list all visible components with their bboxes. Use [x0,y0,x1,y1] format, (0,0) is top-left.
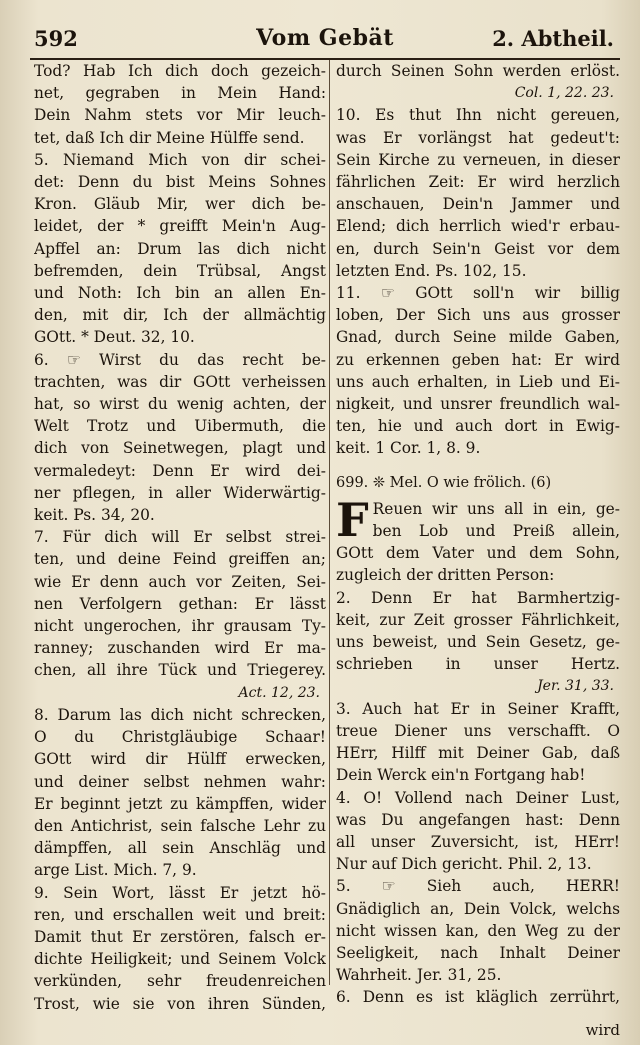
text-line: ten, und deine Feind greiffen an; [34,550,326,569]
text-line: zu erkennen geben hat: Er wird [336,350,620,369]
text-line: Gnad, durch Seine milde Gaben, [336,328,620,347]
text-line: uns beweist, und Sein Gesetz, ge- [336,633,620,652]
text-line: 6. Denn es ist kläglich zerrührt, [336,988,620,1007]
text-line: vermaledeyt: Denn Er wird dei- [34,461,326,480]
hymn-heading: 699. ❊ Mel. O wie frölich. (6) [336,474,552,491]
text-line: Dein Werck ein'n Fortgang hab! [336,766,586,785]
text-line: 10. Es thut Ihn nicht gereuen, [336,106,620,125]
text-line: Dein Nahm stets vor Mir leuch- [34,106,326,125]
catchword: wird [585,1021,620,1039]
text-line: 4. O! Vollend nach Deiner Lust, [336,788,620,807]
text-line: Damit thut Er zerstören, falsch er- [34,927,326,946]
text-line: loben, Der Sich uns aus grosser [336,306,620,325]
text-line: Nur auf Dich gericht. Phil. 2, 13. [336,855,592,874]
text-line: zugleich der dritten Person: [336,566,555,585]
text-line: durch Seinen Sohn werden erlöst. [336,62,620,80]
text-line: Welt Trotz und Uibermuth, die [34,417,326,436]
text-line: nicht wissen kan, den Weg zu der [336,921,620,940]
text-line: uns auch erhalten, in Lieb und Ei- [336,372,620,391]
text-line: O du Christgläubige Schaar! [34,728,326,747]
text-line: GOtt dem Vater und dem Sohn, [336,544,620,563]
text-line: 5. Niemand Mich von dir schei- [34,150,326,169]
text-line: ranney; zuschanden wird Er ma- [34,639,326,658]
drop-cap: F [336,492,369,547]
text-line: Kron. Gläub Mir, wer dich be- [34,195,326,214]
text-line: ten, hie und auch dort in Ewig- [336,417,620,436]
text-line: Sein Kirche zu verneuen, in dieser [336,150,620,169]
text-line: chen, all ihre Tück und Triegerey. [34,661,326,680]
text-line: Elend; dich herrlich wied'r erbau- [336,217,620,236]
text-line: Tod? Hab Ich dich doch gezeich- [34,62,326,80]
text-line: net, gegraben in Mein Hand: [34,84,326,103]
text-line: tet, daß Ich dir Meine Hülffe send. [34,128,305,147]
text-line: Seeligkeit, nach Inhalt Deiner [336,943,620,962]
text-line: 9. Sein Wort, lässt Er jetzt hö- [34,883,326,902]
text-line: GOtt. * Deut. 32, 10. [34,328,195,347]
text-line: leidet, der * greifft Mein'n Aug- [34,217,326,236]
column-divider [329,60,330,985]
text-line: ner pflegen, in aller Widerwärtig- [34,483,326,502]
text-line: all unser Zuversicht, ist, HErr! [336,832,620,851]
text-line: 7. Für dich will Er selbst strei- [34,528,326,547]
text-line: fährlichen Zeit: Er wird herzlich [336,173,620,192]
text-line: wie Er denn auch vor Zeiten, Sei- [34,572,326,591]
text-line: keit. Ps. 34, 20. [34,506,155,525]
scripture-reference: Act. 12, 23. [238,684,320,701]
text-line: nigkeit, und unsrer freundlich wal- [336,395,620,414]
page-number: 592 [34,26,78,51]
text-line: verkünden, sehr freudenreichen [34,972,326,991]
text-line: und Noth: Ich bin an allen En- [34,284,326,303]
text-line: 5. ☞ Sieh auch, HERR! [336,877,620,896]
text-line: und deiner selbst nehmen wahr: [34,772,326,791]
left-column [34,60,326,1020]
text-line: 8. Darum las dich nicht schrecken, [34,705,326,724]
text-line: hat, so wirst du wenig achten, der [34,395,326,414]
section-label: 2. Abtheil. [492,26,614,51]
text-line: dichte Heiligkeit; und Seinem Volck [34,950,326,969]
text-line: letzten End. Ps. 102, 15. [336,261,527,280]
text-line: 6. ☞ Wirst du das recht be- [34,350,326,369]
hymn-text [336,492,620,1009]
text-line: arge List. Mich. 7, 9. [34,861,197,880]
text-line: GOtt wird dir Hülff erwecken, [34,750,326,769]
text-line: 3. Auch hat Er in Seiner Krafft, [336,699,620,718]
text-line: HErr, Hilff mit Deiner Gab, daß [336,744,620,763]
text-line: was Du angefangen hast: Denn [336,810,620,829]
text-line: treue Diener uns verschafft. O [336,721,620,740]
text-line: nen Verfolgern gethan: Er lässt [34,594,326,613]
scripture-reference: Col. 1, 22. 23. [514,85,614,102]
text-line: Apffel an: Drum las dich nicht [34,239,326,258]
right-column-top-text [336,60,620,460]
text-line: keit, zur Zeit grosser Fährlichkeit, [336,610,620,629]
text-line: Wahrheit. Jer. 31, 25. [336,966,502,985]
text-line: schrieben in unser Hertz. [336,655,620,674]
text-line: ren, und erschallen weit und breit: [34,905,326,924]
text-line: en, durch Sein'n Geist vor dem [336,239,620,258]
page-header [30,24,620,60]
text-line: det: Denn du bist Meins Sohnes [34,173,326,192]
text-line: anschauen, Dein'n Jammer und [336,195,620,214]
text-line: trachten, was dir GOtt verheissen [34,372,326,391]
text-line: den Antichrist, sein falsche Lehr zu [34,816,326,835]
text-line: dich von Seinetwegen, plagt und [34,439,326,458]
text-line: Reuen wir uns all in ein, ge- [372,499,620,518]
text-line: Trost, wie sie von ihren Sünden, [34,994,326,1013]
text-line: was Er vorlängst hat gedeut't: [336,128,620,147]
text-line: nicht ungerochen, ihr grausam Ty- [34,617,326,636]
text-line: ben Lob und Preiß allein, [372,522,620,541]
scripture-reference: Jer. 31, 33. [537,678,614,695]
text-line: Gnädiglich an, Dein Volck, welchs [336,899,620,918]
right-column [336,60,620,1020]
text-line: den, mit dir, Ich der allmächtig [34,306,326,325]
text-line: befremden, dein Trübsal, Angst [34,261,326,280]
running-title: Vom Gebät [256,25,394,51]
text-line: 2. Denn Er hat Barmhertzig- [336,588,620,607]
text-line: 11. ☞ GOtt soll'n wir billig [336,284,620,303]
text-line: dämpffen, all sein Anschläg und [34,839,326,858]
text-line: keit. 1 Cor. 1, 8. 9. [336,439,481,458]
text-line: Er beginnt jetzt zu kämpffen, wider [34,794,326,813]
